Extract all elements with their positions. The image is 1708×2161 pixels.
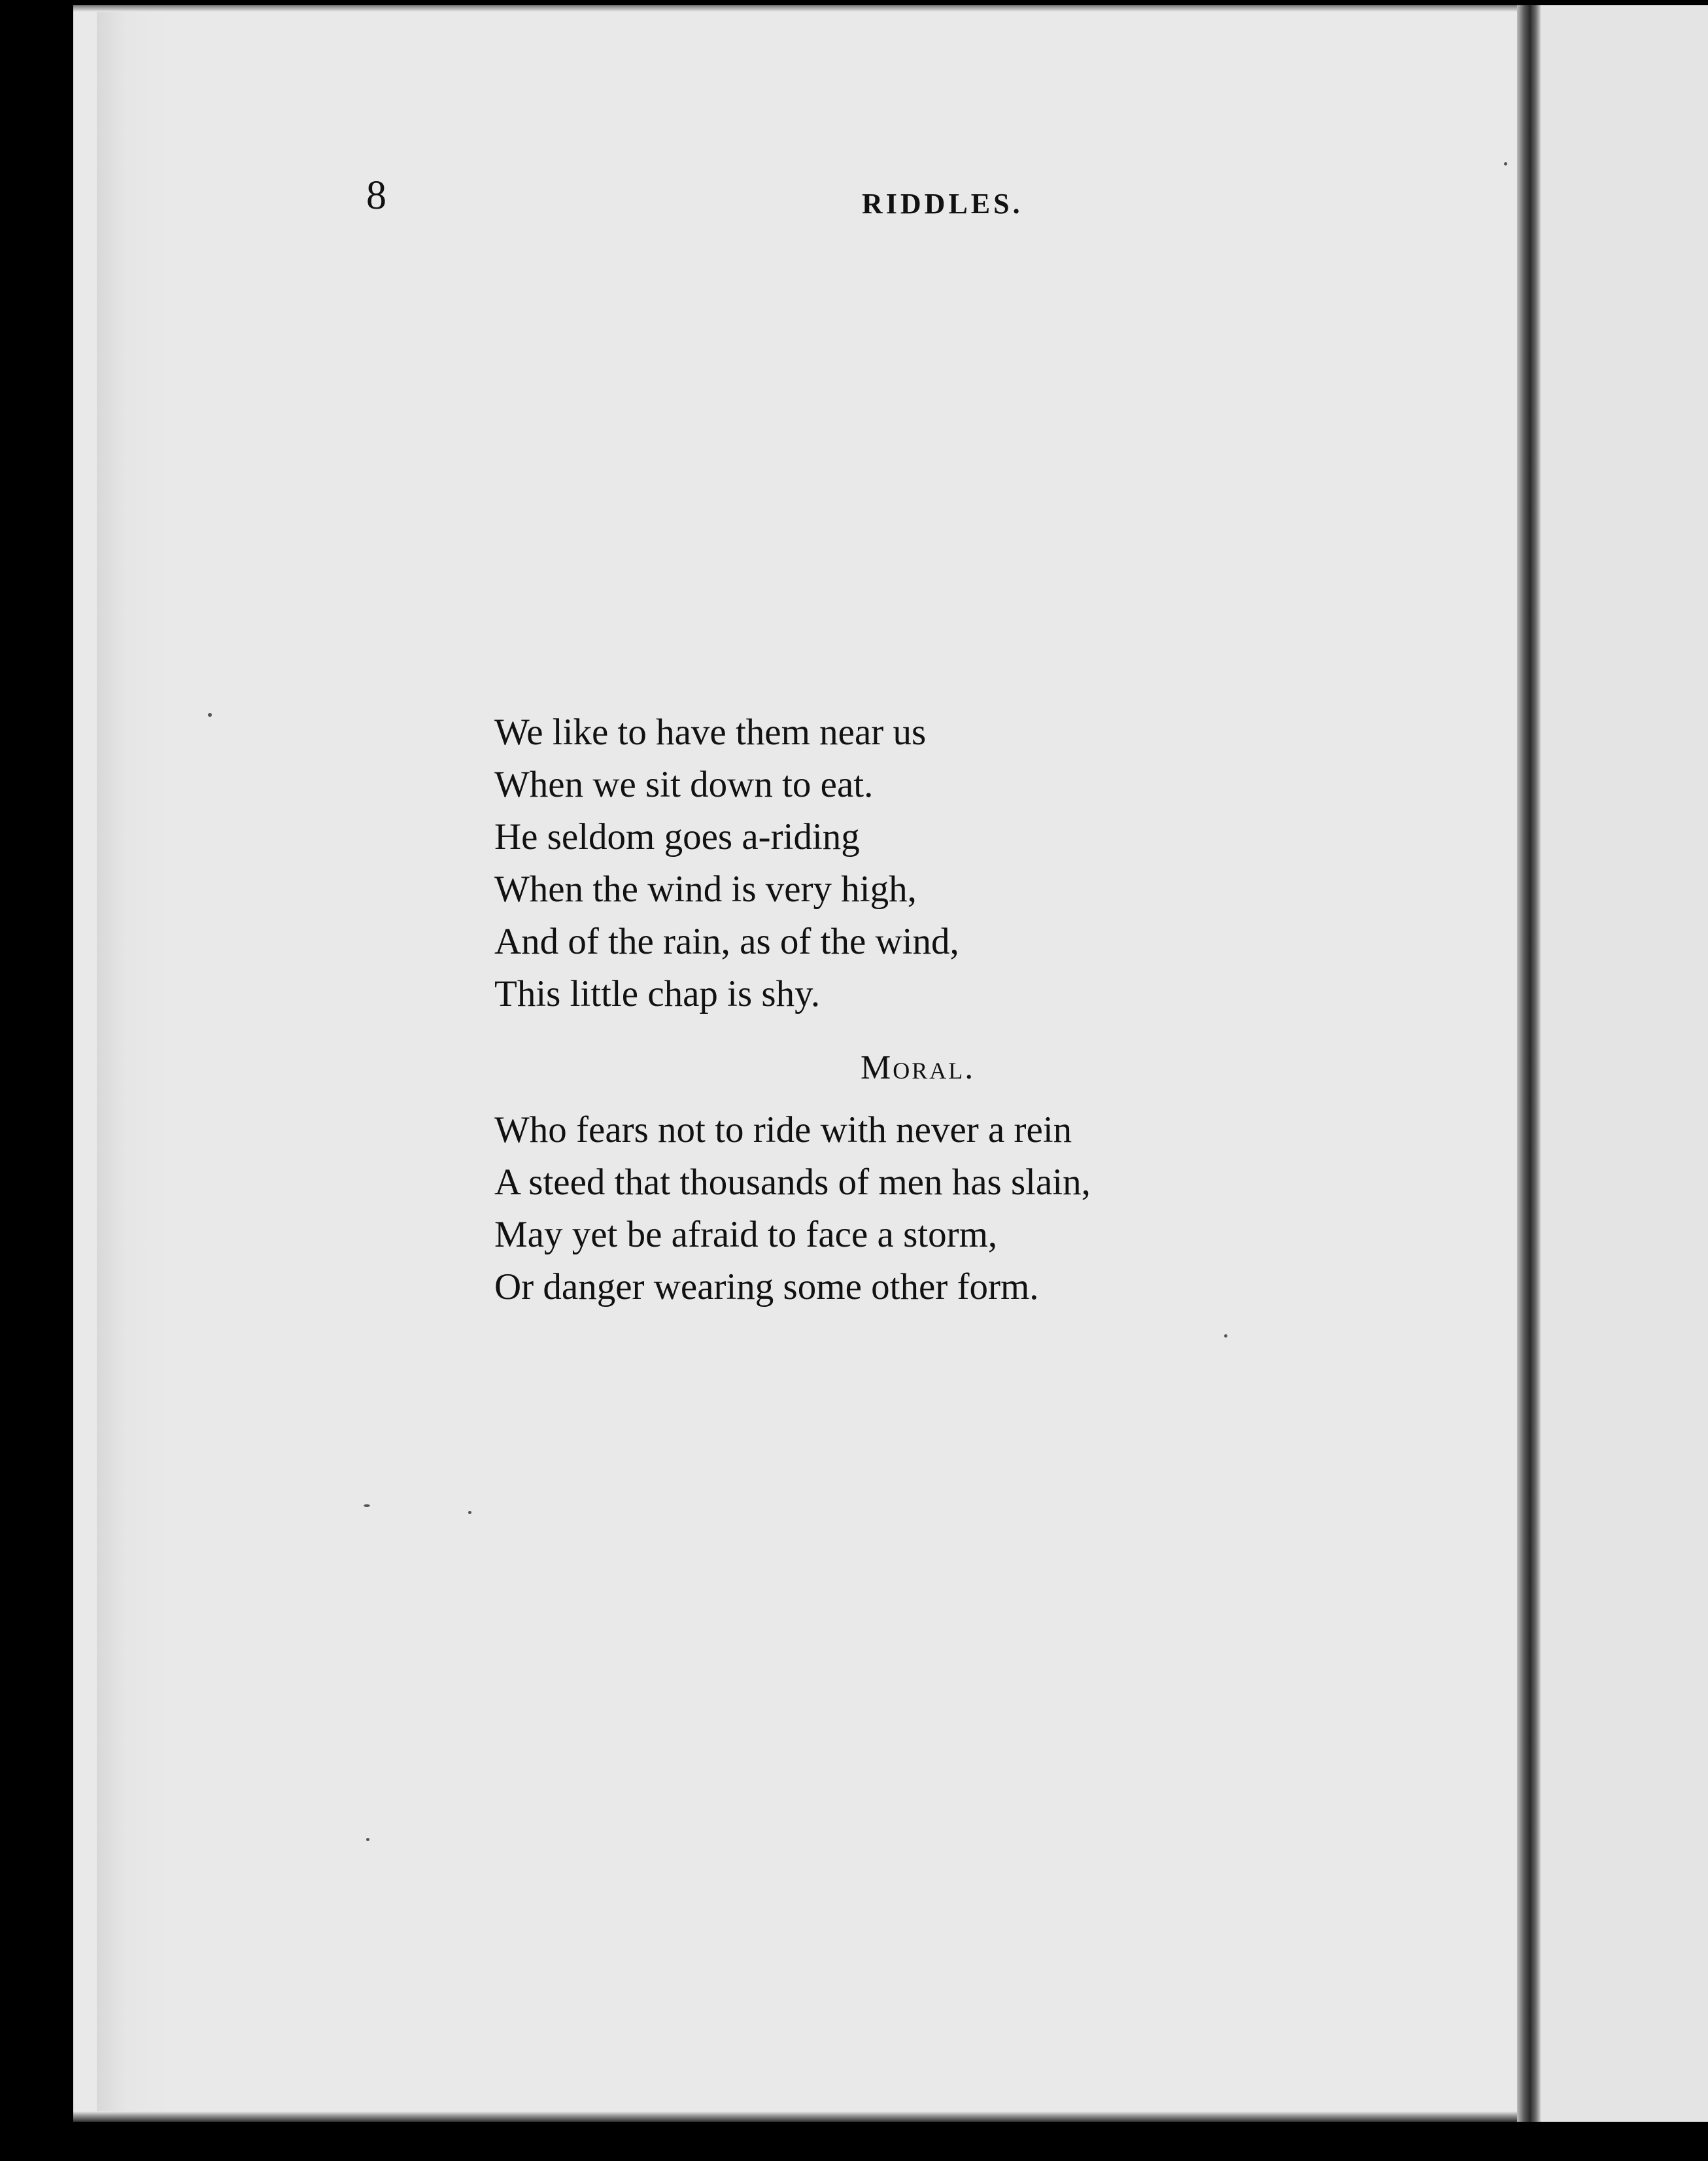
facing-page-edge bbox=[1541, 5, 1708, 2122]
paper-speck bbox=[364, 1504, 370, 1507]
moral-verse bbox=[494, 1104, 1344, 1313]
verse-line: May yet be afraid to face a storm, bbox=[494, 1214, 998, 1255]
verse-line: Who fears not to ride with never a rein bbox=[494, 1109, 1072, 1150]
verse-line: When the wind is very high, bbox=[494, 869, 917, 910]
verse-line: This little chap is shy. bbox=[494, 973, 821, 1014]
running-head: RIDDLES. bbox=[862, 188, 1023, 220]
paper-speck bbox=[1224, 1334, 1227, 1338]
verse-line: We like to have them near us bbox=[494, 712, 927, 753]
verse-line: Or danger wearing some other form. bbox=[494, 1266, 1039, 1307]
paper-speck bbox=[366, 1838, 369, 1841]
verse-line: He seldom goes a-riding bbox=[494, 816, 860, 857]
paper-speck bbox=[1504, 162, 1507, 165]
book-page bbox=[73, 5, 1643, 2122]
verse-line: And of the rain, as of the wind, bbox=[494, 921, 959, 962]
paper-speck bbox=[468, 1511, 471, 1514]
page-inner-edge bbox=[97, 5, 170, 2122]
moral-heading: Moral. bbox=[861, 1049, 976, 1086]
riddle-verse bbox=[494, 706, 1344, 1020]
page-number: 8 bbox=[366, 173, 386, 218]
page-bottom-edge bbox=[73, 2111, 1643, 2122]
verse-line: When we sit down to eat. bbox=[494, 764, 874, 805]
paper-speck bbox=[208, 713, 212, 717]
page-top-edge bbox=[73, 5, 1643, 12]
verse-line: A steed that thousands of men has slain, bbox=[494, 1162, 1091, 1203]
book-gutter bbox=[1517, 5, 1541, 2122]
